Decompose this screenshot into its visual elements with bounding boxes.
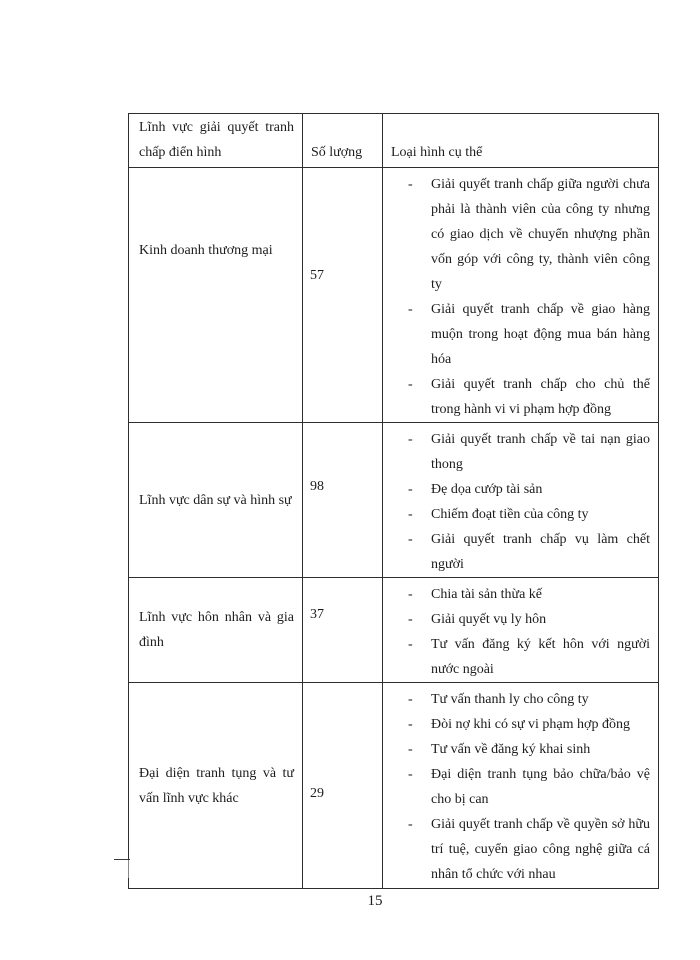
list-item — [383, 762, 652, 812]
count-value: 57 — [310, 267, 324, 283]
list-item-text: Tư vấn thanh ly cho công ty — [431, 692, 589, 707]
list-item-text: Giải quyết tranh chấp về tai nạn giao thong — [431, 432, 650, 472]
list-item-text: Đẹ dọa cướp tài sản — [431, 482, 543, 497]
field-cell — [129, 683, 303, 889]
list-item — [383, 297, 652, 372]
bullet-dash: - — [408, 742, 413, 757]
bullet-list — [383, 687, 652, 887]
bullet-dash: - — [408, 717, 413, 732]
list-item-text: Giải quyết tranh chấp về quyền sở hữu trí tuệ, cuyển giao công nghệ giữa cá nhân tổ chức với nhau — [431, 817, 650, 882]
bullet-dash: - — [408, 482, 413, 497]
list-item-text: Đại diện tranh tụng bảo chữa/bảo vệ cho bị can — [431, 767, 650, 807]
field-label: Kinh doanh thương mại — [139, 242, 273, 258]
header-field-column: Lĩnh vực giải quyết tranh chấp điển hình — [129, 114, 303, 168]
list-item — [383, 737, 652, 762]
list-item — [383, 607, 652, 632]
dispute-summary-table — [128, 113, 659, 889]
list-item — [383, 527, 652, 577]
field-label: Lĩnh vực hôn nhân và gia đình — [139, 610, 294, 650]
list-item — [383, 172, 652, 297]
table-header-row — [129, 114, 659, 168]
table-row — [129, 683, 659, 889]
list-item-text: Giải quyết tranh chấp cho chủ thể trong hành vi vi phạm hợp đồng — [431, 377, 650, 417]
list-item — [383, 687, 652, 712]
list-item-text: Giải quyết vụ ly hôn — [431, 612, 547, 627]
list-item — [383, 812, 652, 887]
list-item-text: Chiếm đoạt tiền của công ty — [431, 507, 589, 522]
list-item — [383, 712, 652, 737]
bullet-dash: - — [408, 177, 413, 192]
list-item-text: Tư vấn về đăng ký khai sinh — [431, 742, 591, 757]
bullet-dash: - — [408, 817, 413, 832]
table-row — [129, 578, 659, 683]
list-item-text: Giải quyết tranh chấp về giao hàng muộn trong hoạt động mua bán hàng hóa — [431, 302, 650, 367]
bullet-dash: - — [408, 302, 413, 317]
list-item-text: Tư vấn đăng ký kết hôn với người nước ngoài — [431, 637, 650, 677]
type-cell — [383, 578, 659, 683]
count-value: 29 — [310, 786, 324, 801]
count-value: 37 — [310, 606, 324, 622]
field-cell — [129, 423, 303, 578]
count-cell — [303, 578, 383, 683]
table-border-artifact — [128, 860, 129, 878]
count-cell — [303, 423, 383, 578]
list-item-text: Giải quyết tranh chấp giữa người chưa phải là thành viên của công ty nhưng có giao dịch về chuyển nhượng phần vốn góp với công ty, thành viên công ty — [431, 177, 650, 292]
bullet-dash: - — [408, 637, 413, 652]
bullet-dash: - — [408, 587, 413, 602]
list-item — [383, 372, 652, 422]
type-cell — [383, 683, 659, 889]
header-type-column: Loại hình cụ thể — [383, 114, 659, 168]
field-cell — [129, 578, 303, 683]
list-item — [383, 477, 652, 502]
type-cell — [383, 423, 659, 578]
count-cell — [303, 168, 383, 423]
list-item-text: Đòi nợ khi có sự vi phạm hợp đồng — [431, 717, 630, 732]
bullet-dash: - — [408, 377, 413, 392]
bullet-list — [383, 427, 652, 577]
field-label: Đại diện tranh tụng và tư vấn lĩnh vực khác — [139, 765, 294, 806]
bullet-dash: - — [408, 767, 413, 782]
bullet-dash: - — [408, 692, 413, 707]
header-quantity-column: Số lượng — [303, 114, 383, 168]
count-value: 98 — [310, 478, 324, 494]
page-number: 15 — [367, 893, 383, 909]
bullet-list — [383, 582, 652, 682]
field-label: Lĩnh vực dân sự và hình sự — [139, 492, 292, 508]
table-row — [129, 168, 659, 423]
count-cell — [303, 683, 383, 889]
bullet-dash: - — [408, 432, 413, 447]
list-item-text: Giải quyết tranh chấp vụ làm chết người — [431, 532, 650, 572]
field-cell — [129, 168, 303, 423]
list-item — [383, 427, 652, 477]
bullet-dash: - — [408, 612, 413, 627]
list-item — [383, 502, 652, 527]
bullet-dash: - — [408, 532, 413, 547]
type-cell — [383, 168, 659, 423]
bullet-dash: - — [408, 507, 413, 522]
bullet-list — [383, 172, 652, 422]
table-row — [129, 423, 659, 578]
list-item — [383, 632, 652, 682]
list-item — [383, 582, 652, 607]
list-item-text: Chia tài sản thừa kế — [431, 587, 543, 602]
